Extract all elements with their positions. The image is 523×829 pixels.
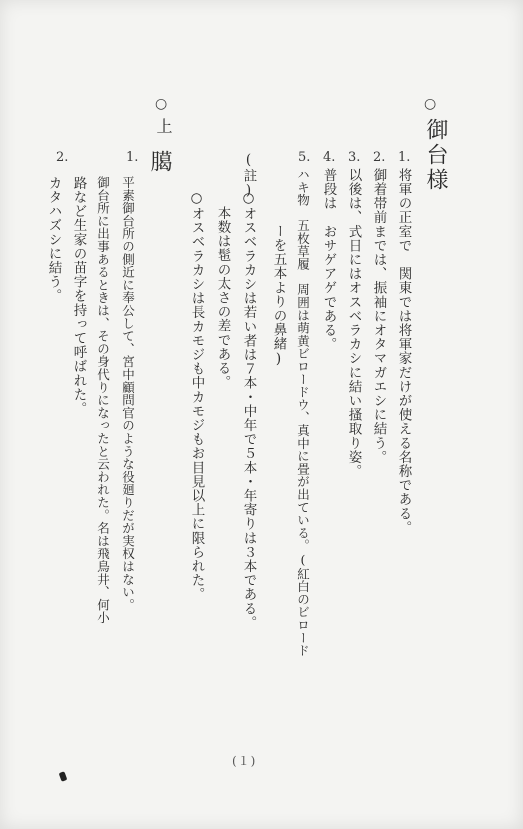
item-text: 普段は おサゲアゲである。: [320, 168, 337, 352]
item-number: 3.: [348, 150, 361, 165]
item-text: 以後は、式日にはオスベラカシに結い搔取り姿。: [345, 168, 362, 479]
item-number: 4.: [323, 150, 336, 165]
section-heading-midaisama: 御台様: [423, 118, 448, 193]
item-text: 将軍の正室で 関東では将軍家だけが使える名称である。: [395, 168, 412, 535]
item-text-continued: 御台所に出事あるときは、その身代りになったと云われた。名は飛鳥井、何小: [95, 176, 111, 624]
note-text: ○オスベラカシは長カモジも中カモジもお目見以上に限られた。: [188, 190, 205, 602]
ink-smudge: [59, 771, 68, 782]
note-text: ○オスベラカシは若い者は７本・中年で５本・年寄りは３本である。: [240, 190, 257, 630]
item-number: 1.: [398, 150, 411, 165]
item-text: カタハズシに結う。: [45, 176, 62, 303]
note-label: (註): [240, 152, 257, 200]
note-text: 本数は髢の太さの差である。: [214, 206, 231, 390]
section-marker-circle: ○: [424, 96, 437, 112]
item-number: 1.: [126, 150, 139, 165]
item-text: 平素御台所の側近に奉公して、宮中顧問官のような役廻りだが実权はない。: [120, 176, 136, 612]
page-number: (１): [232, 754, 257, 768]
item-text: 御着帯前までは、振袖にオタマガエシに結う。: [370, 168, 387, 465]
item-text-continued: 路など生家の苗字を持って呼ばれた。: [70, 176, 87, 416]
item-text-continued: ーを五本よりの鼻緒): [270, 224, 287, 368]
item-text: ハキ物 五枚草履 周囲は萌黄ビロードウ、真中に畳が出ている。(紅白のビロード: [295, 168, 311, 657]
item-number: 2.: [373, 150, 386, 165]
section-heading-jorou-part2: 臈: [147, 150, 172, 175]
section-marker-circle: ○: [155, 96, 168, 112]
item-number: 2.: [56, 150, 69, 165]
section-heading-jorou-part1: 上: [154, 118, 173, 137]
item-number: 5.: [298, 150, 311, 165]
